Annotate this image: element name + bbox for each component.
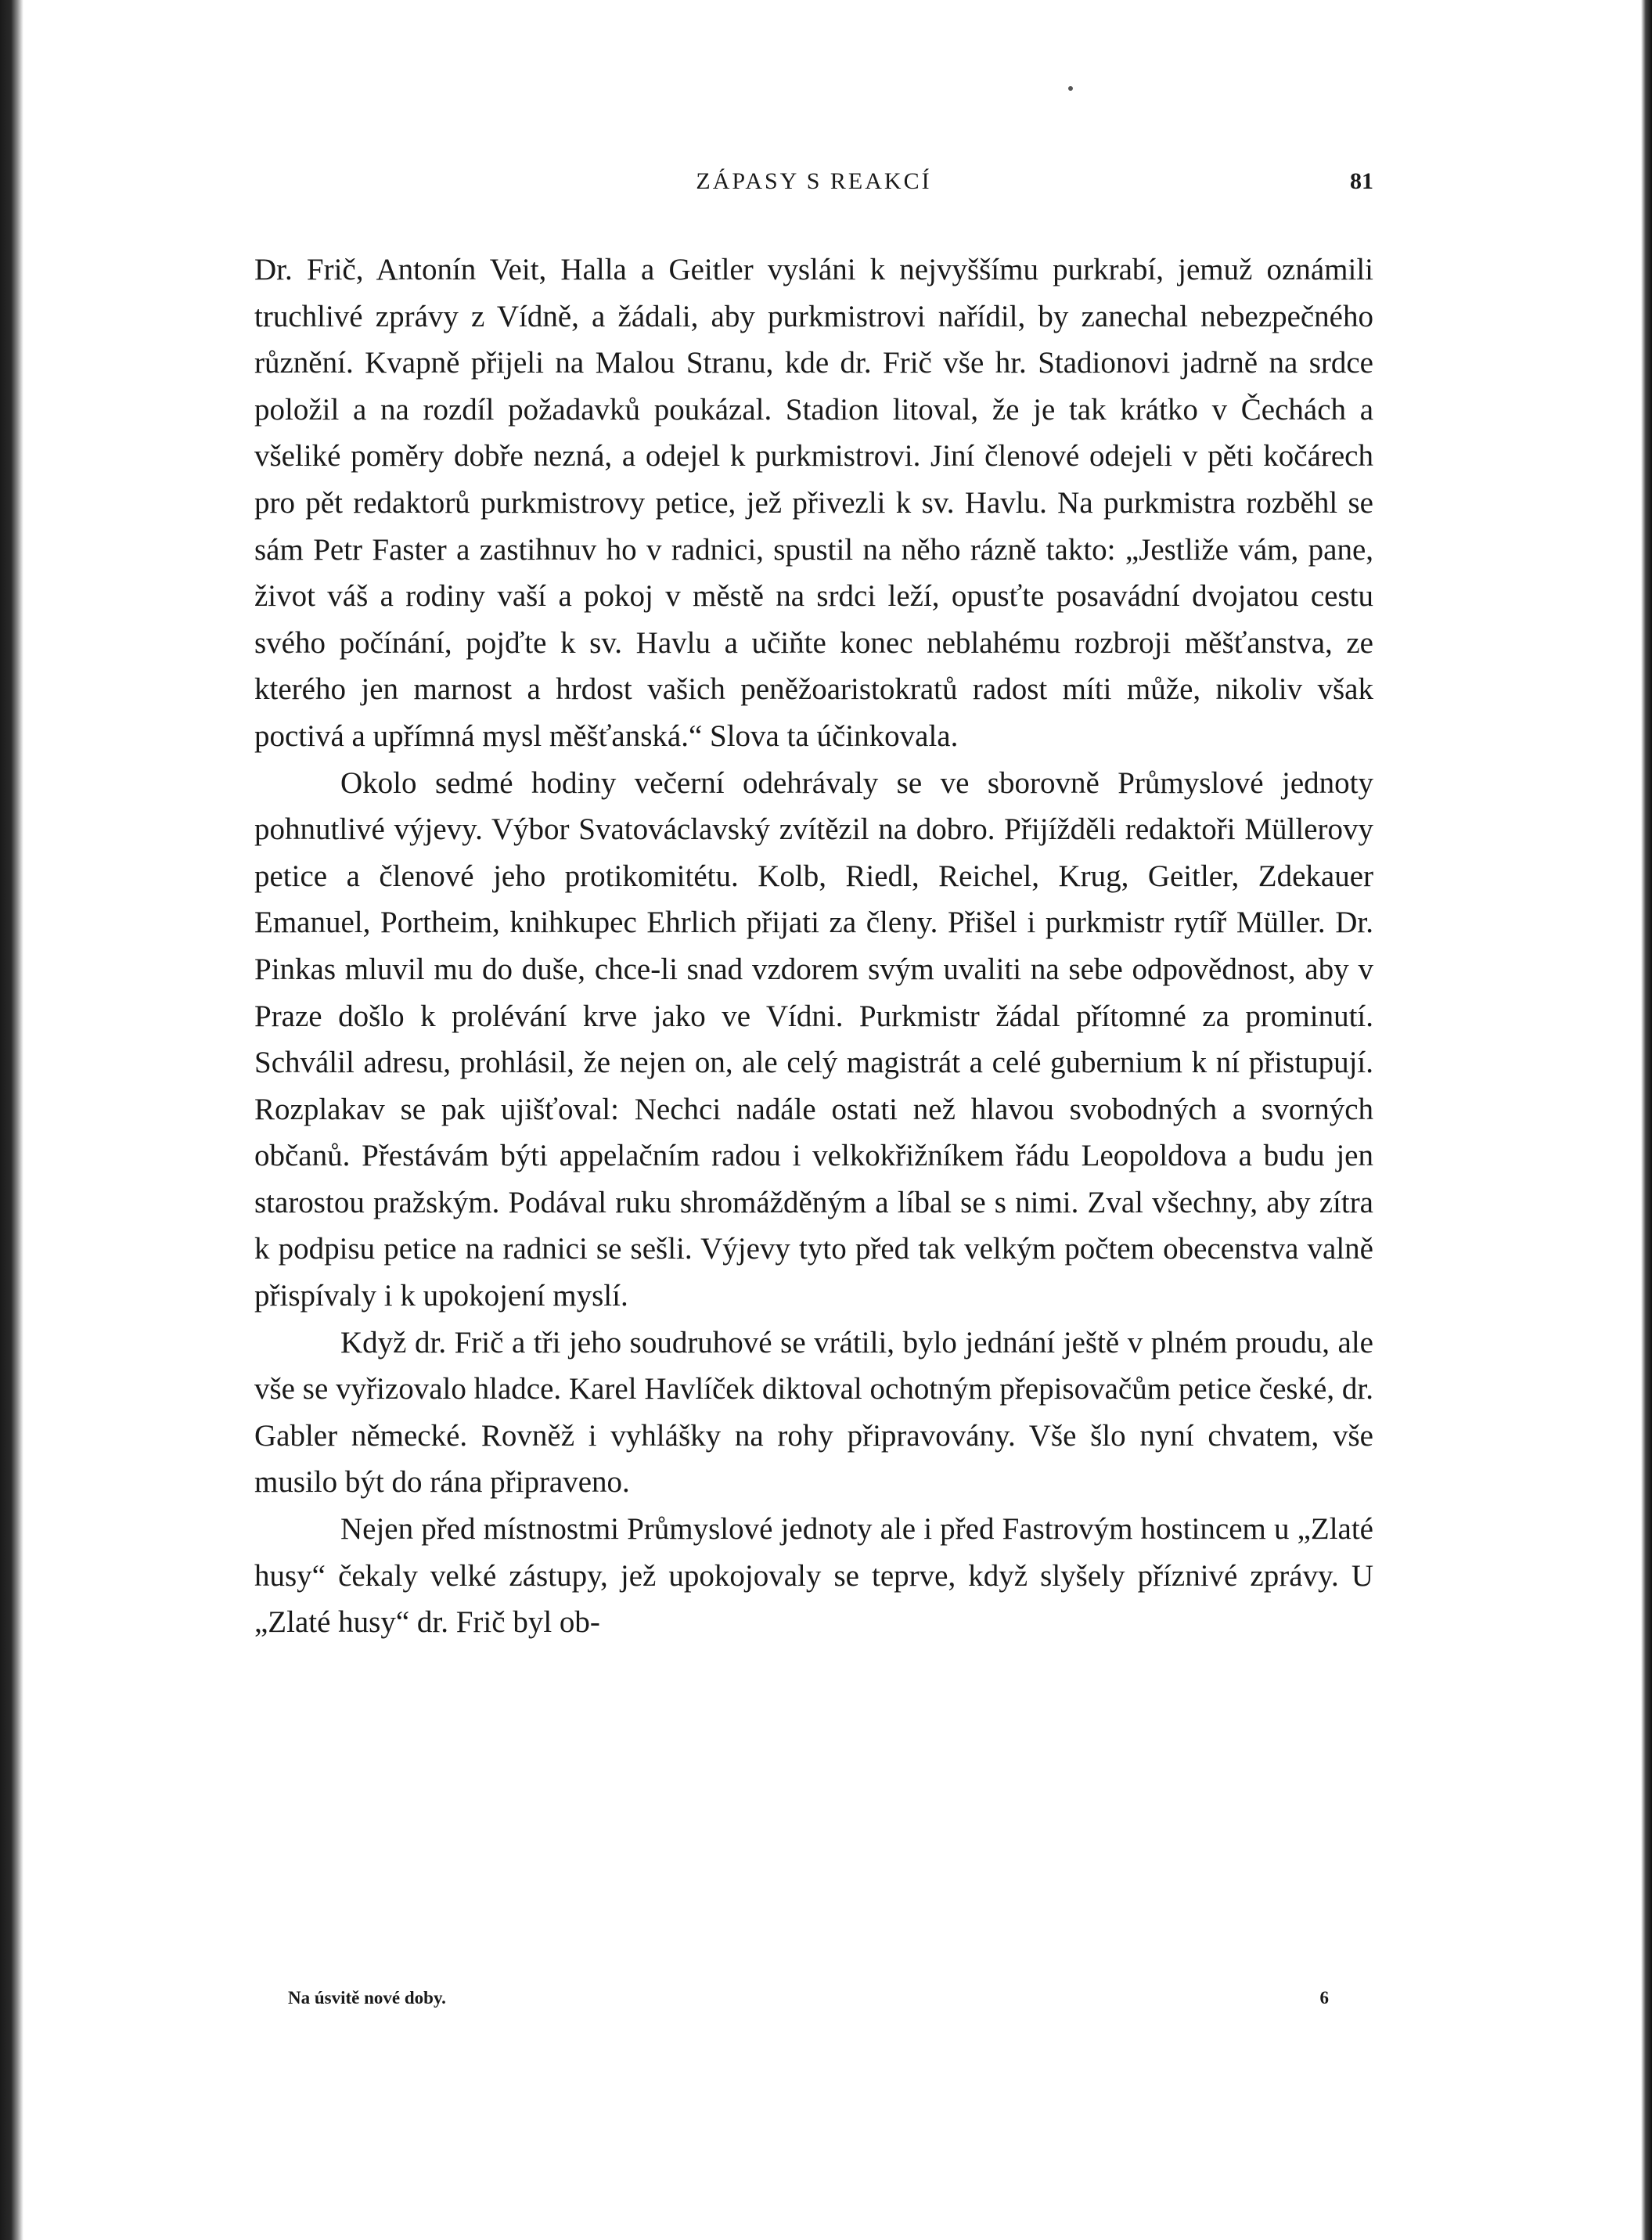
paragraph: Dr. Frič, Antonín Veit, Halla a Geitler vysláni k nejvyššímu purkrabí, jemuž oznámili truchlivé zprávy z Vídně, a žádali, aby purkmistrovi nařídil, by zanechal nebezpečného různění. Kvapně přijeli na Malou Stranu, kde dr. Frič vše hr. Stadionovi jadrně na srdce položil a na rozdíl požadavků poukázal. Stadion litoval, že je tak krátko v Čechách a všeliké poměry dobře nezná, a odejel k purkmistrovi. Jiní členové odejeli v pěti kočárech pro pět redaktorů purkmistrovy petice, jež přivezli k sv. Havlu. Na purkmistra rozběhl se sám Petr Faster a zastihnuv ho v radnici, spustil na něho rázně takto: „Jestliže vám, pane, život váš a rodiny vaší a pokoj v městě na srdci leží, opusťte posavádní dvojatou cestu svého počínání, pojďte k sv. Havlu a učiňte konec neblahému rozbroji měšťanstva, ze kterého jen marnost a hrdost vašich peněžoaristokratů radost míti může, nikoliv však poctivá a upřímná mysl měšťanská.“ Slova ta účinkovala. bbox=[254, 253, 1373, 753]
footer-signature-mark: 6 bbox=[1319, 1988, 1329, 2008]
page-edge-shadow bbox=[1641, 0, 1652, 2240]
footer-book-title: Na úsvitě nové doby. bbox=[288, 1988, 446, 2008]
paragraph: Když dr. Frič a tři jeho soudruhové se vrátili, bylo jednání ještě v plném proudu, ale vše se vyřizovalo hladce. Karel Havlíček diktoval ochotným přepisovačům petice české, dr. Gabler německé. Rovněž i vyhlášky na rohy připravovány. Vše šlo nyní chvatem, vše musilo být do rána připraveno. bbox=[254, 1325, 1373, 1500]
body-text bbox=[254, 247, 1373, 1646]
page-gutter-shadow bbox=[0, 0, 23, 2240]
paragraph: Okolo sedmé hodiny večerní odehrávaly se ve sborovně Průmyslové jednoty pohnutlivé výjevy. Výbor Svatováclavský zvítězil na dobro. Přijížděli redaktoři Müllerovy petice a členové jeho protikomitétu. Kolb, Riedl, Reichel, Krug, Geitler, Zdekauer Emanuel, Portheim, knihkupec Ehrlich přijati za členy. Přišel i purkmistr rytíř Müller. Dr. Pinkas mluvil mu do duše, chce-li snad vzdorem svým uvaliti na sebe odpovědnost, aby v Praze došlo k prolévání krve jako ve Vídni. Purkmistr žádal přítomné za prominutí. Schválil adresu, prohlásil, že nejen on, ale celý magistrát a celé gubernium k ní přistupují. Rozplakav se pak ujišťoval: Nechci nadále ostati než hlavou svobodných a svorných občanů. Přestávám býti appelačním radou i velkokřižníkem řádu Leopoldova a budu jen starostou pražským. Podával ruku shromážděným a líbal se s nimi. Zval všechny, aby zítra k podpisu petice na radnici se sešli. Výjevy tyto před tak velkým počtem obecenstva valně přispívaly i k upokojení myslí. bbox=[254, 765, 1373, 1313]
page-header bbox=[254, 168, 1373, 207]
running-title: ZÁPASY S REAKCÍ bbox=[696, 168, 932, 194]
paragraph: Nejen před místnostmi Průmyslové jednoty ale i před Fastrovým hostincem u „Zlaté husy“ čekaly velké zástupy, jež upokojovaly se teprve, když slyšely příznivé zprávy. U „Zlaté husy“ dr. Frič byl ob- bbox=[254, 1512, 1373, 1640]
scan-speck bbox=[1068, 86, 1073, 91]
page-number: 81 bbox=[1350, 168, 1373, 194]
page-footer bbox=[288, 1988, 1329, 2019]
